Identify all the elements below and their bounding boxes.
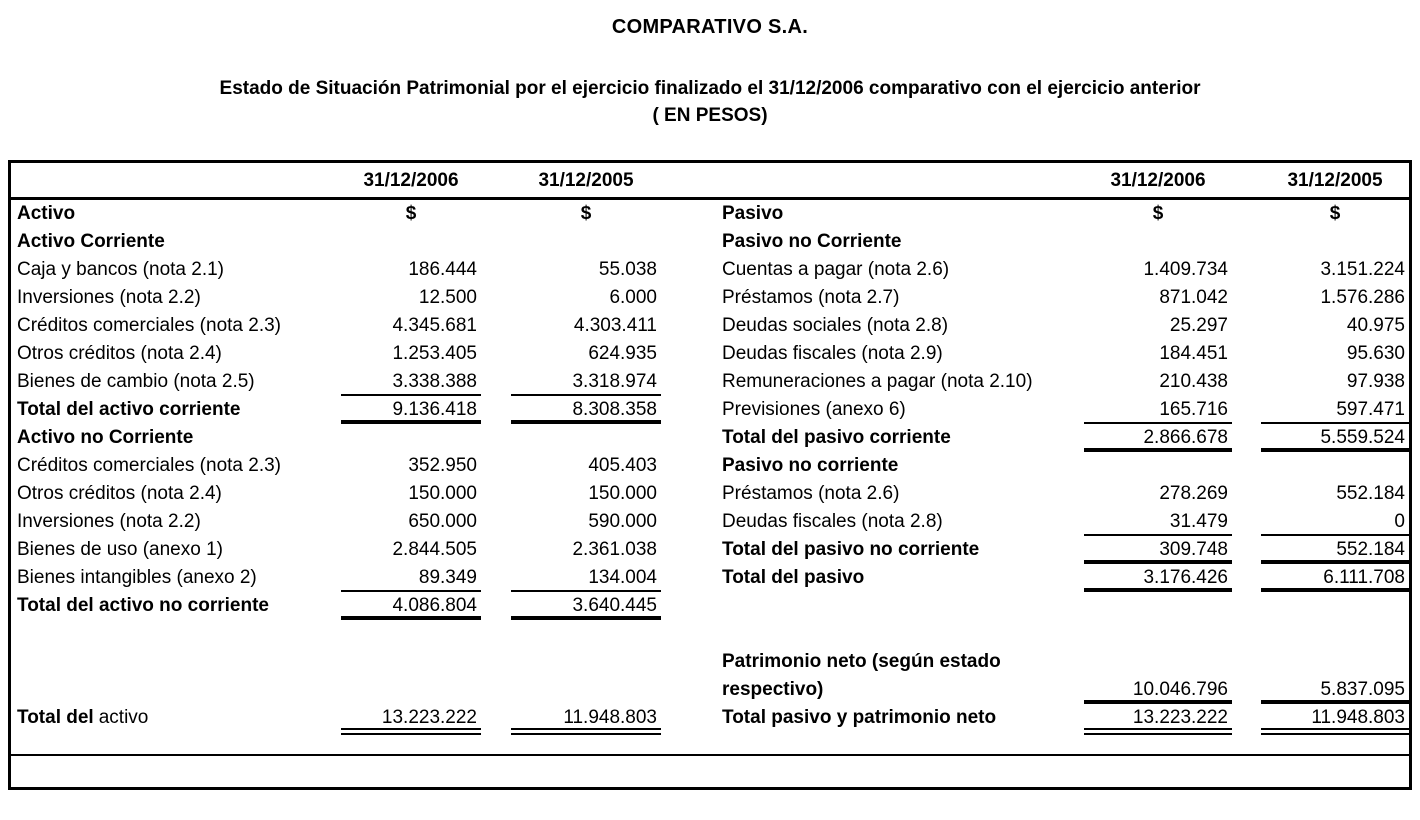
account-label	[11, 536, 341, 564]
table-row	[11, 200, 1409, 228]
account-label-text: Préstamos (nota 2.6)	[722, 483, 900, 504]
table-row	[11, 536, 1409, 564]
amount-2006-cell	[341, 620, 481, 648]
column-gap	[1232, 424, 1261, 452]
amount-2006-cell: 165.716	[1084, 396, 1232, 424]
center-gap	[661, 592, 716, 620]
account-label	[716, 592, 1084, 620]
amount-2005-cell: 3.151.224	[1320, 259, 1405, 280]
amount-2006-cell: 184.451	[1159, 343, 1228, 364]
column-gap	[481, 396, 511, 424]
amount-2006-cell: 10.046.796	[1084, 676, 1232, 704]
account-label	[716, 368, 1084, 396]
amount-2005-cell: 55.038	[598, 259, 657, 280]
column-gap	[481, 620, 511, 648]
amount-2006-cell: 309.748	[1084, 536, 1232, 564]
col-header-left-2005: 31/12/2005	[538, 169, 634, 191]
center-gap	[661, 564, 716, 592]
amount-2005-cell: 95.630	[1346, 343, 1405, 364]
column-gap	[1232, 508, 1261, 536]
amount-2005-cell: 0	[1261, 508, 1409, 536]
account-label-text: Pasivo no Corriente	[722, 231, 902, 252]
account-label	[11, 396, 341, 424]
amount-2005-cell	[511, 228, 661, 256]
amount-2005-cell: 590.000	[588, 511, 657, 532]
amount-2005-cell: 6.000	[609, 287, 657, 308]
account-label-text: Otros créditos (nota 2.4)	[17, 483, 222, 504]
column-gap	[481, 564, 511, 592]
amount-2006-cell: 89.349	[341, 564, 481, 592]
amount-2006-cell: 4.086.804	[341, 592, 481, 620]
account-label-text: Préstamos (nota 2.7)	[722, 287, 900, 308]
amount-2005-cell: 5.837.095	[1261, 676, 1409, 704]
amount-2005-cell	[511, 648, 661, 676]
account-label-text: Total del activo no corriente	[17, 595, 269, 616]
account-label	[11, 452, 341, 480]
amount-2005-cell: 6.111.708	[1261, 564, 1409, 592]
account-label-text: Caja y bancos (nota 2.1)	[17, 259, 225, 280]
account-label	[11, 200, 341, 228]
column-gap	[1232, 676, 1261, 704]
table-row	[11, 592, 1409, 620]
amount-2006-cell: 9.136.418	[341, 396, 481, 424]
amount-2006-cell: 2.844.505	[392, 539, 477, 560]
account-label	[11, 256, 341, 284]
amount-2005-cell	[1261, 620, 1409, 648]
amount-2006-cell	[341, 676, 481, 704]
table-row	[11, 368, 1409, 396]
table-row	[11, 284, 1409, 312]
column-gap	[1232, 480, 1261, 508]
account-label	[11, 676, 341, 704]
account-label-text: Total del pasivo	[722, 567, 865, 588]
amount-2005-cell	[511, 676, 661, 704]
amount-2005-cell: 1.576.286	[1320, 287, 1405, 308]
account-label	[11, 704, 341, 735]
account-label	[716, 536, 1084, 564]
amount-2005-cell: 3.640.445	[511, 592, 661, 620]
amount-2005-cell: 134.004	[511, 564, 661, 592]
amount-2006-cell: 2.866.678	[1084, 424, 1232, 452]
amount-2006-cell: 352.950	[408, 455, 477, 476]
amount-2005-cell: 624.935	[588, 343, 657, 364]
account-label-text: Créditos comerciales (nota 2.3)	[17, 315, 281, 336]
amount-2005-cell	[511, 424, 661, 452]
column-gap	[481, 536, 511, 564]
amount-2005-cell: 97.938	[1346, 371, 1405, 392]
amount-2005-cell: $	[580, 203, 592, 224]
account-label-text: Deudas fiscales (nota 2.8)	[722, 511, 943, 532]
amount-2005-cell: 552.184	[1336, 483, 1405, 504]
amount-2005-cell: 3.318.974	[511, 368, 661, 396]
account-label	[11, 592, 341, 620]
amount-2006-cell: 1.253.405	[392, 343, 477, 364]
account-label	[11, 340, 341, 368]
center-gap	[661, 676, 716, 704]
center-gap	[661, 200, 716, 228]
account-label-text: Total del activo corriente	[17, 399, 241, 420]
account-label-text: Previsiones (anexo 6)	[722, 399, 906, 420]
amount-2005-cell: 405.403	[588, 455, 657, 476]
amount-2005-cell: 150.000	[588, 483, 657, 504]
amount-2006-cell: 13.223.222	[341, 704, 481, 735]
account-label	[716, 676, 1084, 704]
table-row	[11, 508, 1409, 536]
account-label-text: Bienes de uso (anexo 1)	[17, 539, 223, 560]
table-row	[11, 564, 1409, 592]
column-gap	[481, 480, 511, 508]
amount-2005-cell	[1261, 452, 1409, 480]
column-gap	[1232, 536, 1261, 564]
amount-2006-cell	[1084, 648, 1232, 676]
table-row	[11, 480, 1409, 508]
amount-2005-cell: 2.361.038	[572, 539, 657, 560]
account-label	[716, 564, 1084, 592]
amount-2006-cell: 650.000	[408, 511, 477, 532]
account-label	[11, 368, 341, 396]
company-title: COMPARATIVO S.A.	[611, 16, 809, 38]
account-label	[716, 396, 1084, 424]
account-label	[11, 564, 341, 592]
column-gap	[481, 228, 511, 256]
amount-2006-cell: $	[1152, 203, 1164, 224]
amount-2005-cell: $	[1329, 203, 1341, 224]
account-label	[11, 312, 341, 340]
account-label	[11, 620, 341, 648]
center-gap	[661, 508, 716, 536]
column-gap	[481, 676, 511, 704]
column-gap	[481, 508, 511, 536]
table-row	[11, 676, 1409, 704]
column-gap	[1232, 200, 1261, 228]
column-gap	[481, 704, 511, 735]
amount-2005-cell: 597.471	[1261, 396, 1409, 424]
amount-2006-cell: 4.345.681	[392, 315, 477, 336]
account-label	[11, 284, 341, 312]
center-gap	[661, 536, 716, 564]
table-row	[11, 340, 1409, 368]
amount-2006-cell: 210.438	[1159, 371, 1228, 392]
account-label	[716, 256, 1084, 284]
amount-2005-cell	[1261, 592, 1409, 620]
account-label	[716, 424, 1084, 452]
column-gap	[1232, 340, 1261, 368]
table-row	[11, 620, 1409, 648]
amount-2006-cell: 3.176.426	[1084, 564, 1232, 592]
amount-2006-cell: 871.042	[1159, 287, 1228, 308]
table-row	[11, 396, 1409, 424]
column-gap	[1232, 452, 1261, 480]
column-gap	[481, 312, 511, 340]
center-gap	[661, 424, 716, 452]
amount-2005-cell: 11.948.803	[511, 704, 661, 735]
amount-2006-cell: 278.269	[1159, 483, 1228, 504]
center-gap	[661, 396, 716, 424]
account-label	[11, 648, 341, 676]
column-gap	[1232, 368, 1261, 396]
column-gap	[481, 592, 511, 620]
account-label	[716, 228, 1084, 256]
account-label	[716, 508, 1084, 536]
column-gap	[481, 368, 511, 396]
account-label-text: Cuentas a pagar (nota 2.6)	[722, 259, 950, 280]
amount-2006-cell: 186.444	[408, 259, 477, 280]
column-gap	[481, 648, 511, 676]
account-label	[716, 284, 1084, 312]
table-header-row	[11, 163, 1409, 200]
table-row	[11, 452, 1409, 480]
account-label	[716, 648, 1084, 676]
center-gap	[661, 312, 716, 340]
column-gap	[1232, 256, 1261, 284]
account-label-text: respectivo)	[722, 679, 824, 700]
amount-2006-cell: 1.409.734	[1143, 259, 1228, 280]
account-label	[716, 704, 1084, 735]
amount-2005-cell	[1261, 228, 1409, 256]
account-label	[11, 228, 341, 256]
account-label-text: Pasivo no corriente	[722, 455, 899, 476]
account-label-text: Deudas sociales (nota 2.8)	[722, 315, 949, 336]
amount-2006-cell	[1084, 592, 1232, 620]
account-label-text: Remuneraciones a pagar (nota 2.10)	[722, 371, 1033, 392]
center-gap	[661, 648, 716, 676]
subtitle-line-2: ( EN PESOS)	[652, 105, 768, 126]
amount-2006-cell: 150.000	[408, 483, 477, 504]
account-label-text: Total pasivo y patrimonio neto	[722, 707, 997, 728]
column-gap	[1232, 228, 1261, 256]
account-label	[11, 508, 341, 536]
account-label-text: Activo no Corriente	[17, 427, 194, 448]
column-gap	[481, 284, 511, 312]
account-label	[716, 620, 1084, 648]
footer-spacer	[11, 732, 1409, 754]
column-gap	[481, 200, 511, 228]
account-label-text: Total del pasivo corriente	[722, 427, 951, 448]
center-gap	[661, 452, 716, 480]
account-label	[716, 480, 1084, 508]
center-gap	[661, 228, 716, 256]
column-gap	[1232, 396, 1261, 424]
column-gap	[481, 256, 511, 284]
table-row	[11, 424, 1409, 452]
center-gap	[661, 480, 716, 508]
table-body	[11, 200, 1409, 732]
amount-2006-cell	[1084, 452, 1232, 480]
column-gap	[481, 452, 511, 480]
account-label-text-rest: activo	[98, 707, 149, 728]
account-label	[11, 480, 341, 508]
column-gap	[1232, 704, 1261, 735]
account-label-text: Otros créditos (nota 2.4)	[17, 343, 222, 364]
account-label	[716, 312, 1084, 340]
account-label-text: Créditos comerciales (nota 2.3)	[17, 455, 281, 476]
amount-2006-cell	[1084, 228, 1232, 256]
column-gap	[1232, 312, 1261, 340]
center-gap	[661, 620, 716, 648]
center-gap	[661, 256, 716, 284]
account-label	[716, 340, 1084, 368]
account-label-text: Pasivo	[722, 203, 784, 224]
amount-2005-cell	[1261, 648, 1409, 676]
col-header-left-2006: 31/12/2006	[363, 169, 459, 191]
amount-2005-cell: 8.308.358	[511, 396, 661, 424]
center-gap	[661, 284, 716, 312]
amount-2005-cell: 4.303.411	[573, 315, 657, 336]
account-label-text: Activo Corriente	[17, 231, 165, 252]
amount-2006-cell: $	[405, 203, 417, 224]
account-label	[716, 452, 1084, 480]
account-label-text: Patrimonio neto (según estado	[722, 651, 1001, 672]
amount-2006-cell: 3.338.388	[341, 368, 481, 396]
table-row	[11, 648, 1409, 676]
column-gap	[1232, 564, 1261, 592]
table-row	[11, 228, 1409, 256]
amount-2006-cell	[341, 228, 481, 256]
column-gap	[1232, 620, 1261, 648]
column-gap	[481, 424, 511, 452]
table-row	[11, 256, 1409, 284]
amount-2006-cell	[1084, 620, 1232, 648]
account-label-text: Bienes de cambio (nota 2.5)	[17, 371, 255, 392]
subtitle-line-1: Estado de Situación Patrimonial por el ejercicio finalizado el 31/12/2006 comparativo con el ejercicio anterior	[219, 78, 1201, 99]
amount-2005-cell	[511, 620, 661, 648]
amount-2006-cell	[341, 648, 481, 676]
center-gap	[661, 704, 716, 735]
amount-2005-cell: 5.559.524	[1261, 424, 1409, 452]
account-label-text: Deudas fiscales (nota 2.9)	[722, 343, 943, 364]
amount-2006-cell: 25.297	[1169, 315, 1228, 336]
amount-2005-cell: 552.184	[1261, 536, 1409, 564]
col-header-right-2006: 31/12/2006	[1110, 169, 1206, 191]
bottom-empty-row	[11, 756, 1409, 787]
document-header	[0, 16, 1420, 129]
account-label-text: Total del pasivo no corriente	[722, 539, 980, 560]
account-label-text: Total del	[17, 707, 94, 728]
account-label-text: Inversiones (nota 2.2)	[17, 287, 201, 308]
account-label-text: Inversiones (nota 2.2)	[17, 511, 201, 532]
col-header-right-2005: 31/12/2005	[1287, 169, 1383, 191]
center-gap	[661, 340, 716, 368]
column-gap	[1232, 592, 1261, 620]
center-gap	[661, 368, 716, 396]
column-gap	[481, 340, 511, 368]
amount-2006-cell: 31.479	[1084, 508, 1232, 536]
account-label-text: Activo	[17, 203, 76, 224]
account-label	[11, 424, 341, 452]
amount-2005-cell: 40.975	[1346, 315, 1405, 336]
statement-subtitle	[0, 75, 1420, 129]
amount-2005-cell: 11.948.803	[1261, 704, 1409, 735]
amount-2006-cell: 13.223.222	[1084, 704, 1232, 735]
account-label-text: Bienes intangibles (anexo 2)	[17, 567, 257, 588]
column-gap	[1232, 284, 1261, 312]
amount-2006-cell: 12.500	[418, 287, 477, 308]
column-gap	[1232, 648, 1261, 676]
table-row	[11, 704, 1409, 732]
table-row	[11, 312, 1409, 340]
amount-2006-cell	[341, 424, 481, 452]
balance-sheet-table	[8, 160, 1412, 790]
account-label	[716, 200, 1084, 228]
